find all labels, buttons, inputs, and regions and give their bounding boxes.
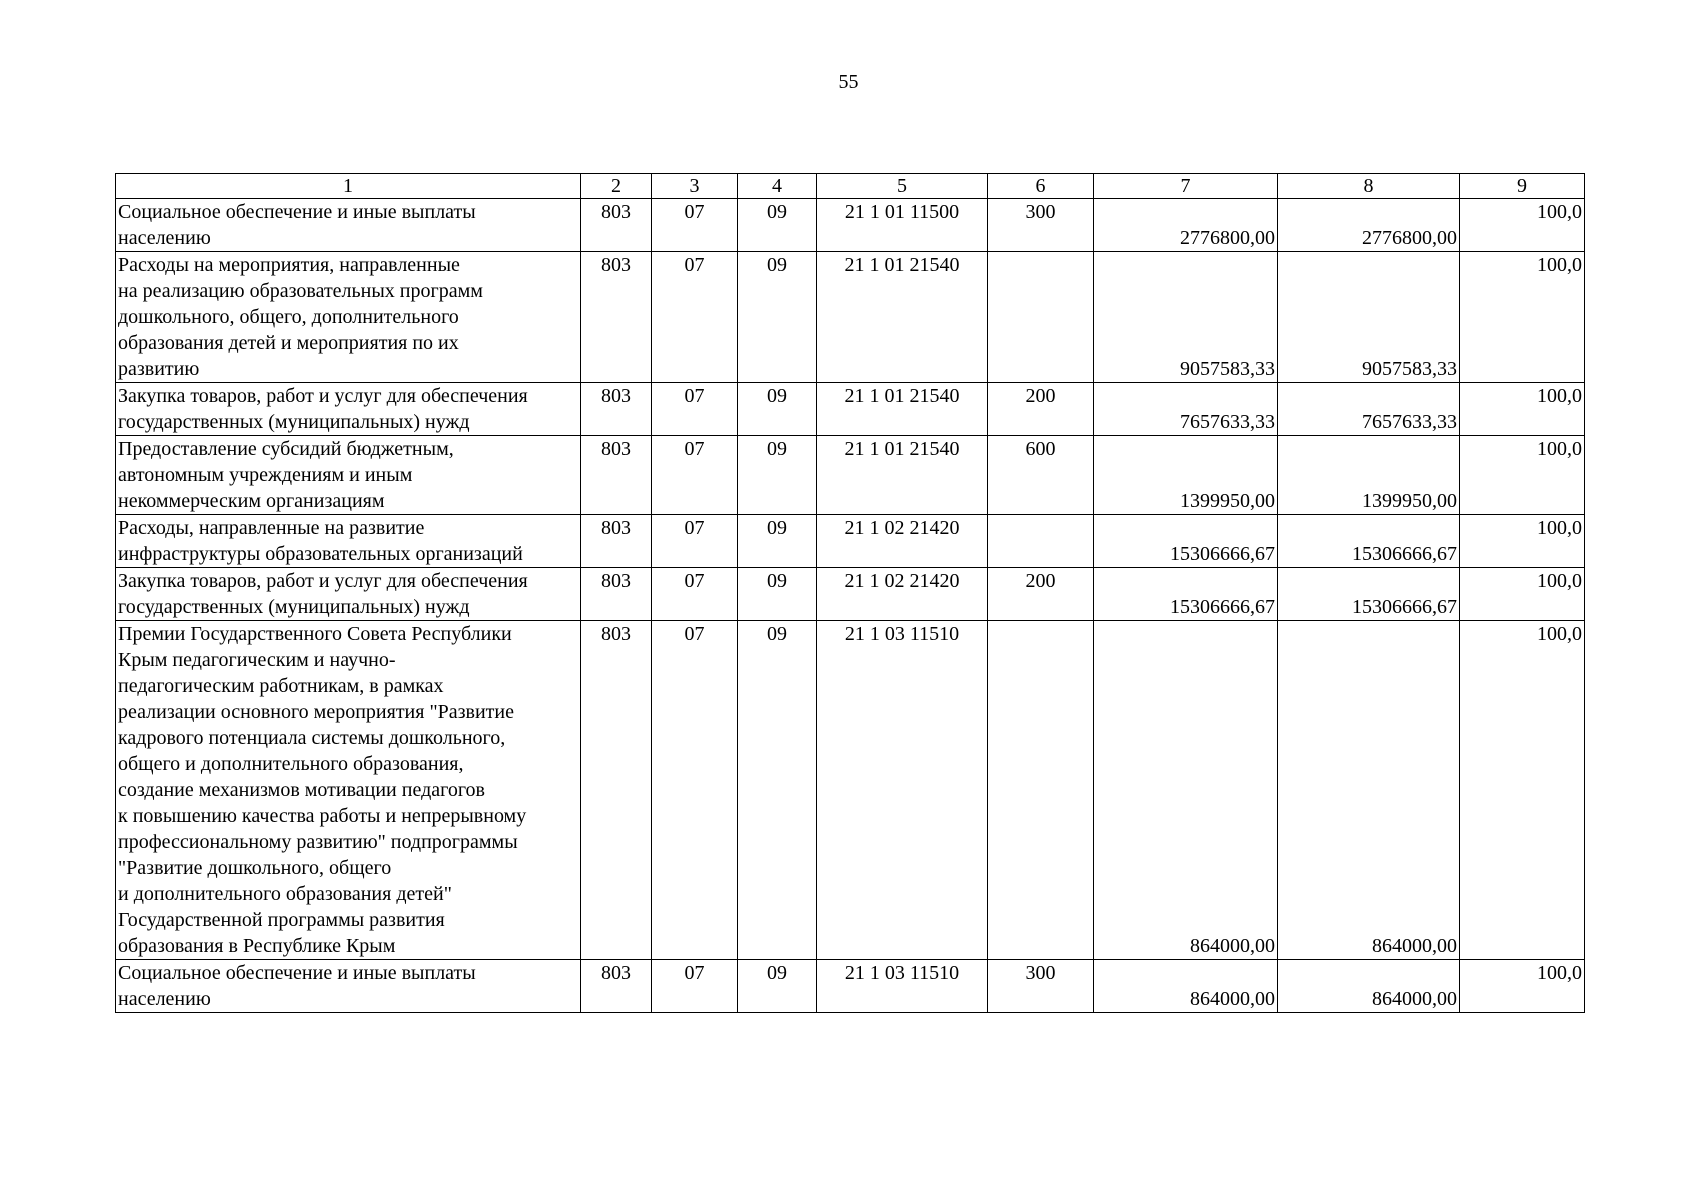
cell-subsection: 09 [738,383,817,436]
description-line: Расходы на мероприятия, направленные [118,254,460,276]
cell-percent: 100,0 [1460,568,1585,621]
column-header-5: 5 [817,174,988,199]
description-line: общего и дополнительного образования, [118,753,464,775]
cell-percent: 100,0 [1460,383,1585,436]
budget-table [115,173,1585,1013]
cell-section: 07 [652,568,738,621]
cell-subsection: 09 [738,568,817,621]
cell-expense-type [988,252,1094,383]
description-line: развитию [118,358,200,380]
column-header-4: 4 [738,174,817,199]
description-line: Социальное обеспечение и иные выплаты [118,201,476,223]
cell-executed-amount: 15306666,67 [1278,515,1460,568]
cell-subsection: 09 [738,436,817,515]
cell-section: 07 [652,621,738,960]
cell-chapter: 803 [581,621,652,960]
column-header-9: 9 [1460,174,1585,199]
table-row [116,383,1585,436]
table-row [116,621,1585,960]
cell-expense-type: 300 [988,199,1094,252]
cell-executed-amount: 9057583,33 [1278,252,1460,383]
cell-expense-type: 600 [988,436,1094,515]
cell-executed-amount: 7657633,33 [1278,383,1460,436]
description-line: Государственной программы развития [118,909,445,931]
cell-expense-type [988,621,1094,960]
cell-subsection: 09 [738,621,817,960]
cell-expense-type: 200 [988,568,1094,621]
description-line: Социальное обеспечение и иные выплаты [118,962,476,984]
description-line: дошкольного, общего, дополнительного [118,306,459,328]
cell-description [116,960,581,1013]
description-line: к повышению качества работы и непрерывному [118,805,527,827]
cell-chapter: 803 [581,515,652,568]
description-line: образования в Республике Крым [118,935,396,957]
cell-expense-type [988,515,1094,568]
cell-target-article: 21 1 01 21540 [817,383,988,436]
cell-target-article: 21 1 03 11510 [817,960,988,1013]
description-line: профессиональному развитию" подпрограммы [118,831,518,853]
cell-planned-amount: 15306666,67 [1094,568,1278,621]
description-line: и дополнительного образования детей" [118,883,452,905]
description-line: "Развитие дошкольного, общего [118,857,392,879]
cell-planned-amount: 864000,00 [1094,960,1278,1013]
table-row [116,960,1585,1013]
cell-chapter: 803 [581,436,652,515]
description-line: государственных (муниципальных) нужд [118,596,470,618]
cell-chapter: 803 [581,252,652,383]
table-row [116,252,1585,383]
cell-planned-amount: 2776800,00 [1094,199,1278,252]
cell-subsection: 09 [738,515,817,568]
table-row [116,436,1585,515]
description-line: Крым педагогическим и научно- [118,649,396,671]
cell-chapter: 803 [581,568,652,621]
cell-expense-type: 300 [988,960,1094,1013]
cell-section: 07 [652,436,738,515]
cell-expense-type: 200 [988,383,1094,436]
description-line: автономным учреждениям и иным [118,464,413,486]
cell-percent: 100,0 [1460,960,1585,1013]
cell-planned-amount: 7657633,33 [1094,383,1278,436]
cell-percent: 100,0 [1460,252,1585,383]
header-row [116,174,1585,199]
cell-description [116,515,581,568]
cell-percent: 100,0 [1460,199,1585,252]
cell-subsection: 09 [738,960,817,1013]
column-header-8: 8 [1278,174,1460,199]
description-line: образования детей и мероприятия по их [118,332,459,354]
column-header-6: 6 [988,174,1094,199]
cell-section: 07 [652,960,738,1013]
cell-chapter: 803 [581,960,652,1013]
column-header-2: 2 [581,174,652,199]
description-line: Предоставление субсидий бюджетным, [118,438,454,460]
description-line: Расходы, направленные на развитие [118,517,425,539]
description-line: на реализацию образовательных программ [118,280,483,302]
description-line: некоммерческим организациям [118,490,385,512]
description-line: создание механизмов мотивации педагогов [118,779,485,801]
description-line: реализации основного мероприятия "Развитие [118,701,514,723]
table-body [116,199,1585,1013]
table-row [116,568,1585,621]
column-header-7: 7 [1094,174,1278,199]
cell-executed-amount: 15306666,67 [1278,568,1460,621]
cell-target-article: 21 1 01 11500 [817,199,988,252]
cell-executed-amount: 2776800,00 [1278,199,1460,252]
cell-description [116,621,581,960]
description-line: инфраструктуры образовательных организаций [118,543,523,565]
cell-percent: 100,0 [1460,515,1585,568]
cell-section: 07 [652,252,738,383]
table-row [116,199,1585,252]
cell-section: 07 [652,199,738,252]
cell-chapter: 803 [581,383,652,436]
cell-description [116,568,581,621]
column-header-1: 1 [116,174,581,199]
cell-executed-amount: 1399950,00 [1278,436,1460,515]
cell-description [116,252,581,383]
cell-subsection: 09 [738,199,817,252]
cell-section: 07 [652,383,738,436]
cell-description [116,199,581,252]
cell-executed-amount: 864000,00 [1278,960,1460,1013]
cell-planned-amount: 15306666,67 [1094,515,1278,568]
cell-target-article: 21 1 01 21540 [817,436,988,515]
cell-target-article: 21 1 03 11510 [817,621,988,960]
description-line: Закупка товаров, работ и услуг для обеспечения [118,570,528,592]
description-line: педагогическим работникам, в рамках [118,675,444,697]
cell-description [116,436,581,515]
cell-percent: 100,0 [1460,621,1585,960]
cell-target-article: 21 1 02 21420 [817,568,988,621]
cell-planned-amount: 864000,00 [1094,621,1278,960]
description-line: Закупка товаров, работ и услуг для обеспечения [118,385,528,407]
page-number: 55 [838,71,859,93]
cell-percent: 100,0 [1460,436,1585,515]
description-line: Премии Государственного Совета Республики [118,623,512,645]
column-header-3: 3 [652,174,738,199]
description-line: кадрового потенциала системы дошкольного, [118,727,506,749]
cell-section: 07 [652,515,738,568]
cell-target-article: 21 1 01 21540 [817,252,988,383]
cell-planned-amount: 9057583,33 [1094,252,1278,383]
cell-chapter: 803 [581,199,652,252]
table-row [116,515,1585,568]
description-line: государственных (муниципальных) нужд [118,411,470,433]
cell-executed-amount: 864000,00 [1278,621,1460,960]
cell-description [116,383,581,436]
description-line: населению [118,227,211,249]
cell-subsection: 09 [738,252,817,383]
cell-target-article: 21 1 02 21420 [817,515,988,568]
cell-planned-amount: 1399950,00 [1094,436,1278,515]
description-line: населению [118,988,211,1010]
